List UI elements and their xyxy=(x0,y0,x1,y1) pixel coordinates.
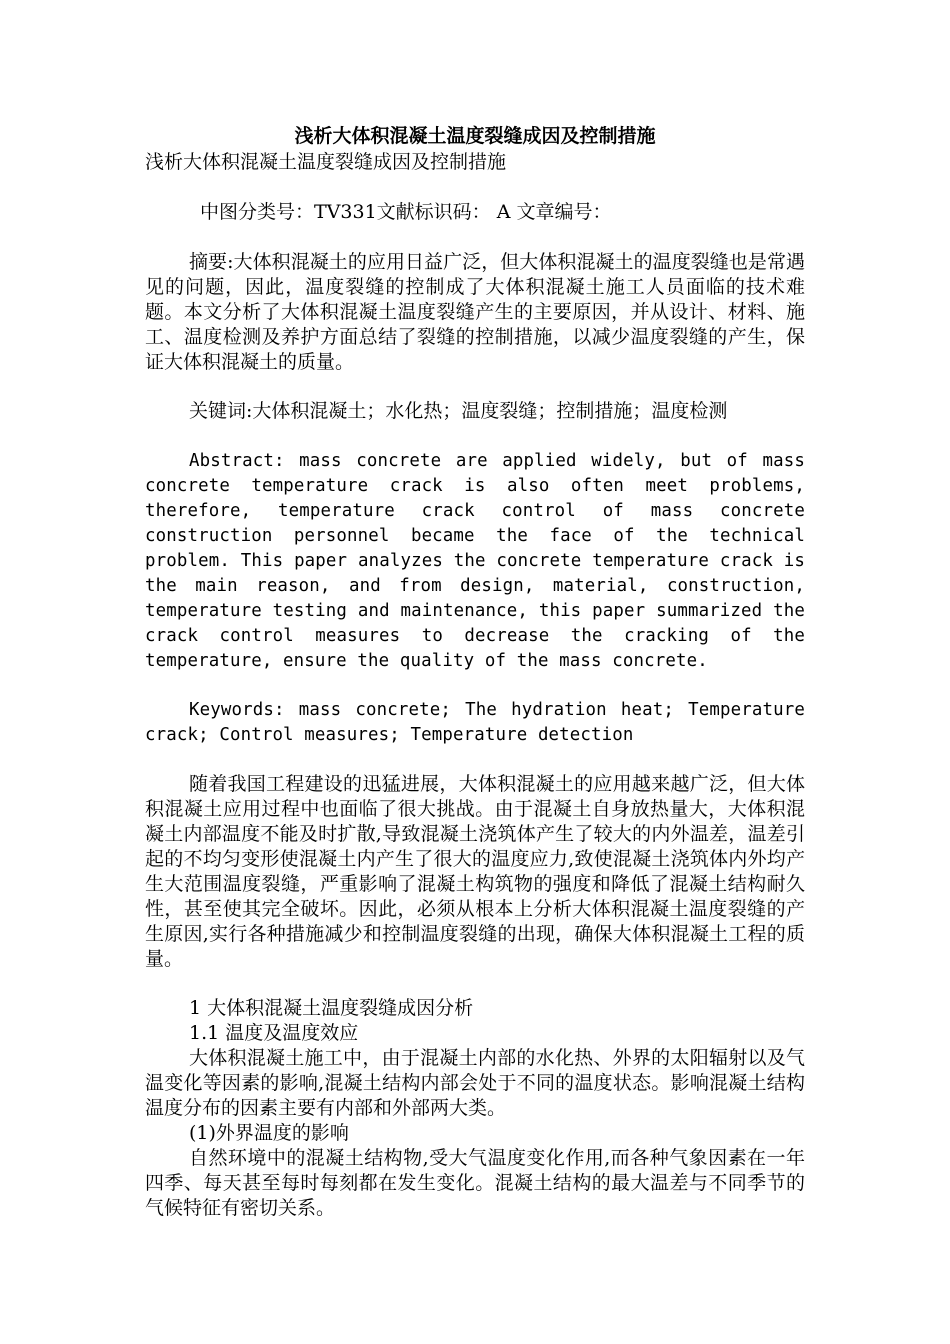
classification-line: 中图分类号：TV331文献标识码： A 文章编号： xyxy=(200,201,612,223)
keywords-cn: 关键词:大体积混凝土；水化热；温度裂缝；控制措施；温度检测 xyxy=(189,400,728,422)
document-subtitle: 浅析大体积混凝土温度裂缝成因及控制措施 xyxy=(145,151,507,173)
subheading-external: (1)外界温度的影响 xyxy=(189,1122,349,1144)
section-heading-1-1: 1.1 温度及温度效应 xyxy=(189,1022,359,1044)
abstract-en: Abstract: mass concrete are applied widely, but of mass concrete temperature crack is also often meet problems, therefore, temperature crack control of mass concrete construction personnel became the face of the technical problem. This paper analyzes the concrete temperature crack is the main reason, and from design, material, construction, temperature testing and maintenance, this paper summarized the crack control measures to decrease the cracking of the temperature, ensure the quality of the mass concrete. xyxy=(145,451,805,671)
document-title: 浅析大体积混凝土温度裂缝成因及控制措施 xyxy=(294,125,656,147)
paragraph-external: 自然环境中的混凝土结构物,受大气温度变化作用,而各种气象因素在一年四季、每天甚至每时每刻都在发生变化。混凝土结构的最大温差与不同季节的气候特征有密切关系。 xyxy=(145,1147,805,1219)
keywords-en: Keywords: mass concrete; The hydration heat; Temperature crack; Control measures; Temperature detection xyxy=(145,700,805,745)
paragraph-temperature: 大体积混凝土施工中，由于混凝土内部的水化热、外界的太阳辐射以及气温变化等因素的影响,混凝土结构内部会处于不同的温度状态。影响混凝土结构温度分布的因素主要有内部和外部两大类。 xyxy=(145,1047,805,1119)
abstract-cn: 摘要:大体积混凝土的应用日益广泛，但大体积混凝土的温度裂缝也是常遇见的问题，因此，温度裂缝的控制成了大体积混凝土施工人员面临的技术难题。本文分析了大体积混凝土温度裂缝产生的主要原因，并从设计、材料、施工、温度检测及养护方面总结了裂缝的控制措施，以减少温度裂缝的产生，保证大体积混凝土的质量。 xyxy=(145,251,805,373)
section-heading-1: 1 大体积混凝土温度裂缝成因分析 xyxy=(189,997,474,1019)
intro-paragraph: 随着我国工程建设的迅猛进展，大体积混凝土的应用越来越广泛，但大体积混凝土应用过程中也面临了很大挑战。由于混凝土自身放热量大，大体积混凝土内部温度不能及时扩散,导致混凝土浇筑体产生了较大的内外温差，温差引起的不均匀变形使混凝土内产生了很大的温度应力,致使混凝土浇筑体内外均产生大范围温度裂缝，严重影响了混凝土构筑物的强度和降低了混凝土结构耐久性，甚至使其完全破坏。因此，必须从根本上分析大体积混凝土温度裂缝的产生原因,实行各种措施减少和控制温度裂缝的出现，确保大体积混凝土工程的质量。 xyxy=(145,773,805,970)
